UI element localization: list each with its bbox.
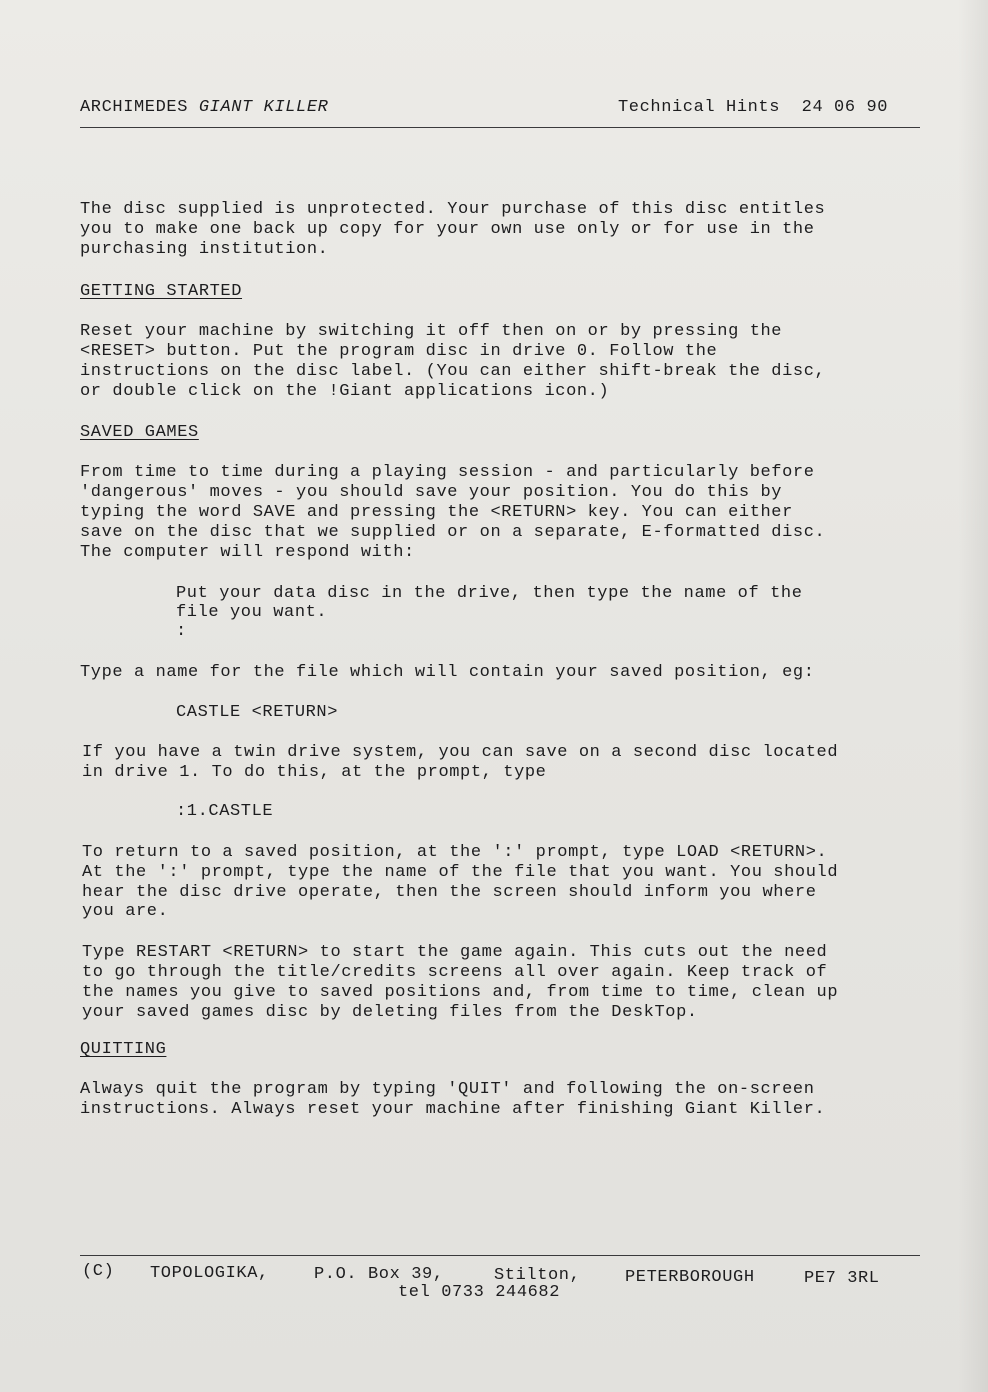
footer-rule [80, 1255, 920, 1256]
page-edge-shadow [958, 0, 988, 1392]
saved-games-line: typing the word SAVE and pressing the <RETURN> key. You can either [80, 503, 793, 522]
footer-city: PETERBOROUGH [625, 1268, 755, 1287]
prompt-line: : [176, 622, 187, 641]
saved-games-line: At the ':' prompt, type the name of the file that you want. You should [82, 863, 839, 882]
saved-games-line: to go through the title/credits screens all over again. Keep track of [82, 963, 828, 982]
footer-company: TOPOLOGIKA, [150, 1264, 269, 1283]
saved-games-line: save on the disc that we supplied or on a separate, E-formatted disc. [80, 523, 826, 542]
prompt-line: Put your data disc in the drive, then type the name of the [176, 584, 803, 603]
footer-town: Stilton, [494, 1266, 581, 1285]
saved-games-line: If you have a twin drive system, you can save on a second disc located [82, 743, 839, 762]
intro-line: purchasing institution. [80, 240, 329, 259]
saved-games-line: the names you give to saved positions and, from time to time, clean up [82, 983, 839, 1002]
getting-started-line: instructions on the disc label. (You can either shift-break the disc, [80, 362, 826, 381]
section-heading-getting-started: GETTING STARTED [80, 282, 243, 301]
section-heading-saved-games: SAVED GAMES [80, 423, 199, 442]
header-date: 24 06 90 [801, 98, 889, 117]
saved-games-line: From time to time during a playing session - and particularly before [80, 463, 815, 482]
document-header-left [80, 98, 328, 118]
saved-games-line: The computer will respond with: [80, 543, 415, 562]
header-rule [80, 127, 920, 128]
quitting-line: instructions. Always reset your machine after finishing Giant Killer. [80, 1100, 826, 1119]
saved-games-line: Type a name for the file which will contain your saved position, eg: [80, 663, 815, 682]
header-product-title: GIANT KILLER [198, 98, 329, 117]
footer-postcode: PE7 3RL [804, 1269, 880, 1288]
example-command: CASTLE <RETURN> [176, 703, 339, 722]
footer-po-box: P.O. Box 39, [314, 1265, 444, 1284]
getting-started-line: or double click on the !Giant applications icon.) [80, 382, 610, 401]
intro-line: you to make one back up copy for your own use only or for use in the [80, 220, 815, 239]
saved-games-line: hear the disc drive operate, then the screen should inform you where [82, 883, 817, 902]
getting-started-line: <RESET> button. Put the program disc in drive 0. Follow the [80, 342, 718, 361]
saved-games-line: Type RESTART <RETURN> to start the game again. This cuts out the need [82, 943, 828, 962]
example-command: :1.CASTLE [176, 802, 274, 821]
saved-games-line: your saved games disc by deleting files from the DeskTop. [82, 1003, 698, 1022]
document-header-right [618, 98, 888, 118]
header-doc-type: Technical Hints [618, 98, 781, 117]
saved-games-line: you are. [82, 902, 169, 921]
saved-games-line: 'dangerous' moves - you should save your position. You do this by [80, 483, 783, 502]
quitting-line: Always quit the program by typing 'QUIT' and following the on-screen [80, 1080, 815, 1099]
prompt-line: file you want. [176, 603, 328, 622]
saved-games-line: To return to a saved position, at the ':' prompt, type LOAD <RETURN>. [82, 843, 828, 862]
header-product: ARCHIMEDES [80, 98, 189, 117]
getting-started-line: Reset your machine by switching it off then on or by pressing the [80, 322, 783, 341]
intro-line: The disc supplied is unprotected. Your purchase of this disc entitles [80, 200, 826, 219]
section-heading-quitting: QUITTING [80, 1040, 167, 1059]
saved-games-line: in drive 1. To do this, at the prompt, type [82, 763, 547, 782]
footer-copyright: (C) [82, 1262, 115, 1281]
footer-telephone: tel 0733 244682 [398, 1283, 561, 1302]
